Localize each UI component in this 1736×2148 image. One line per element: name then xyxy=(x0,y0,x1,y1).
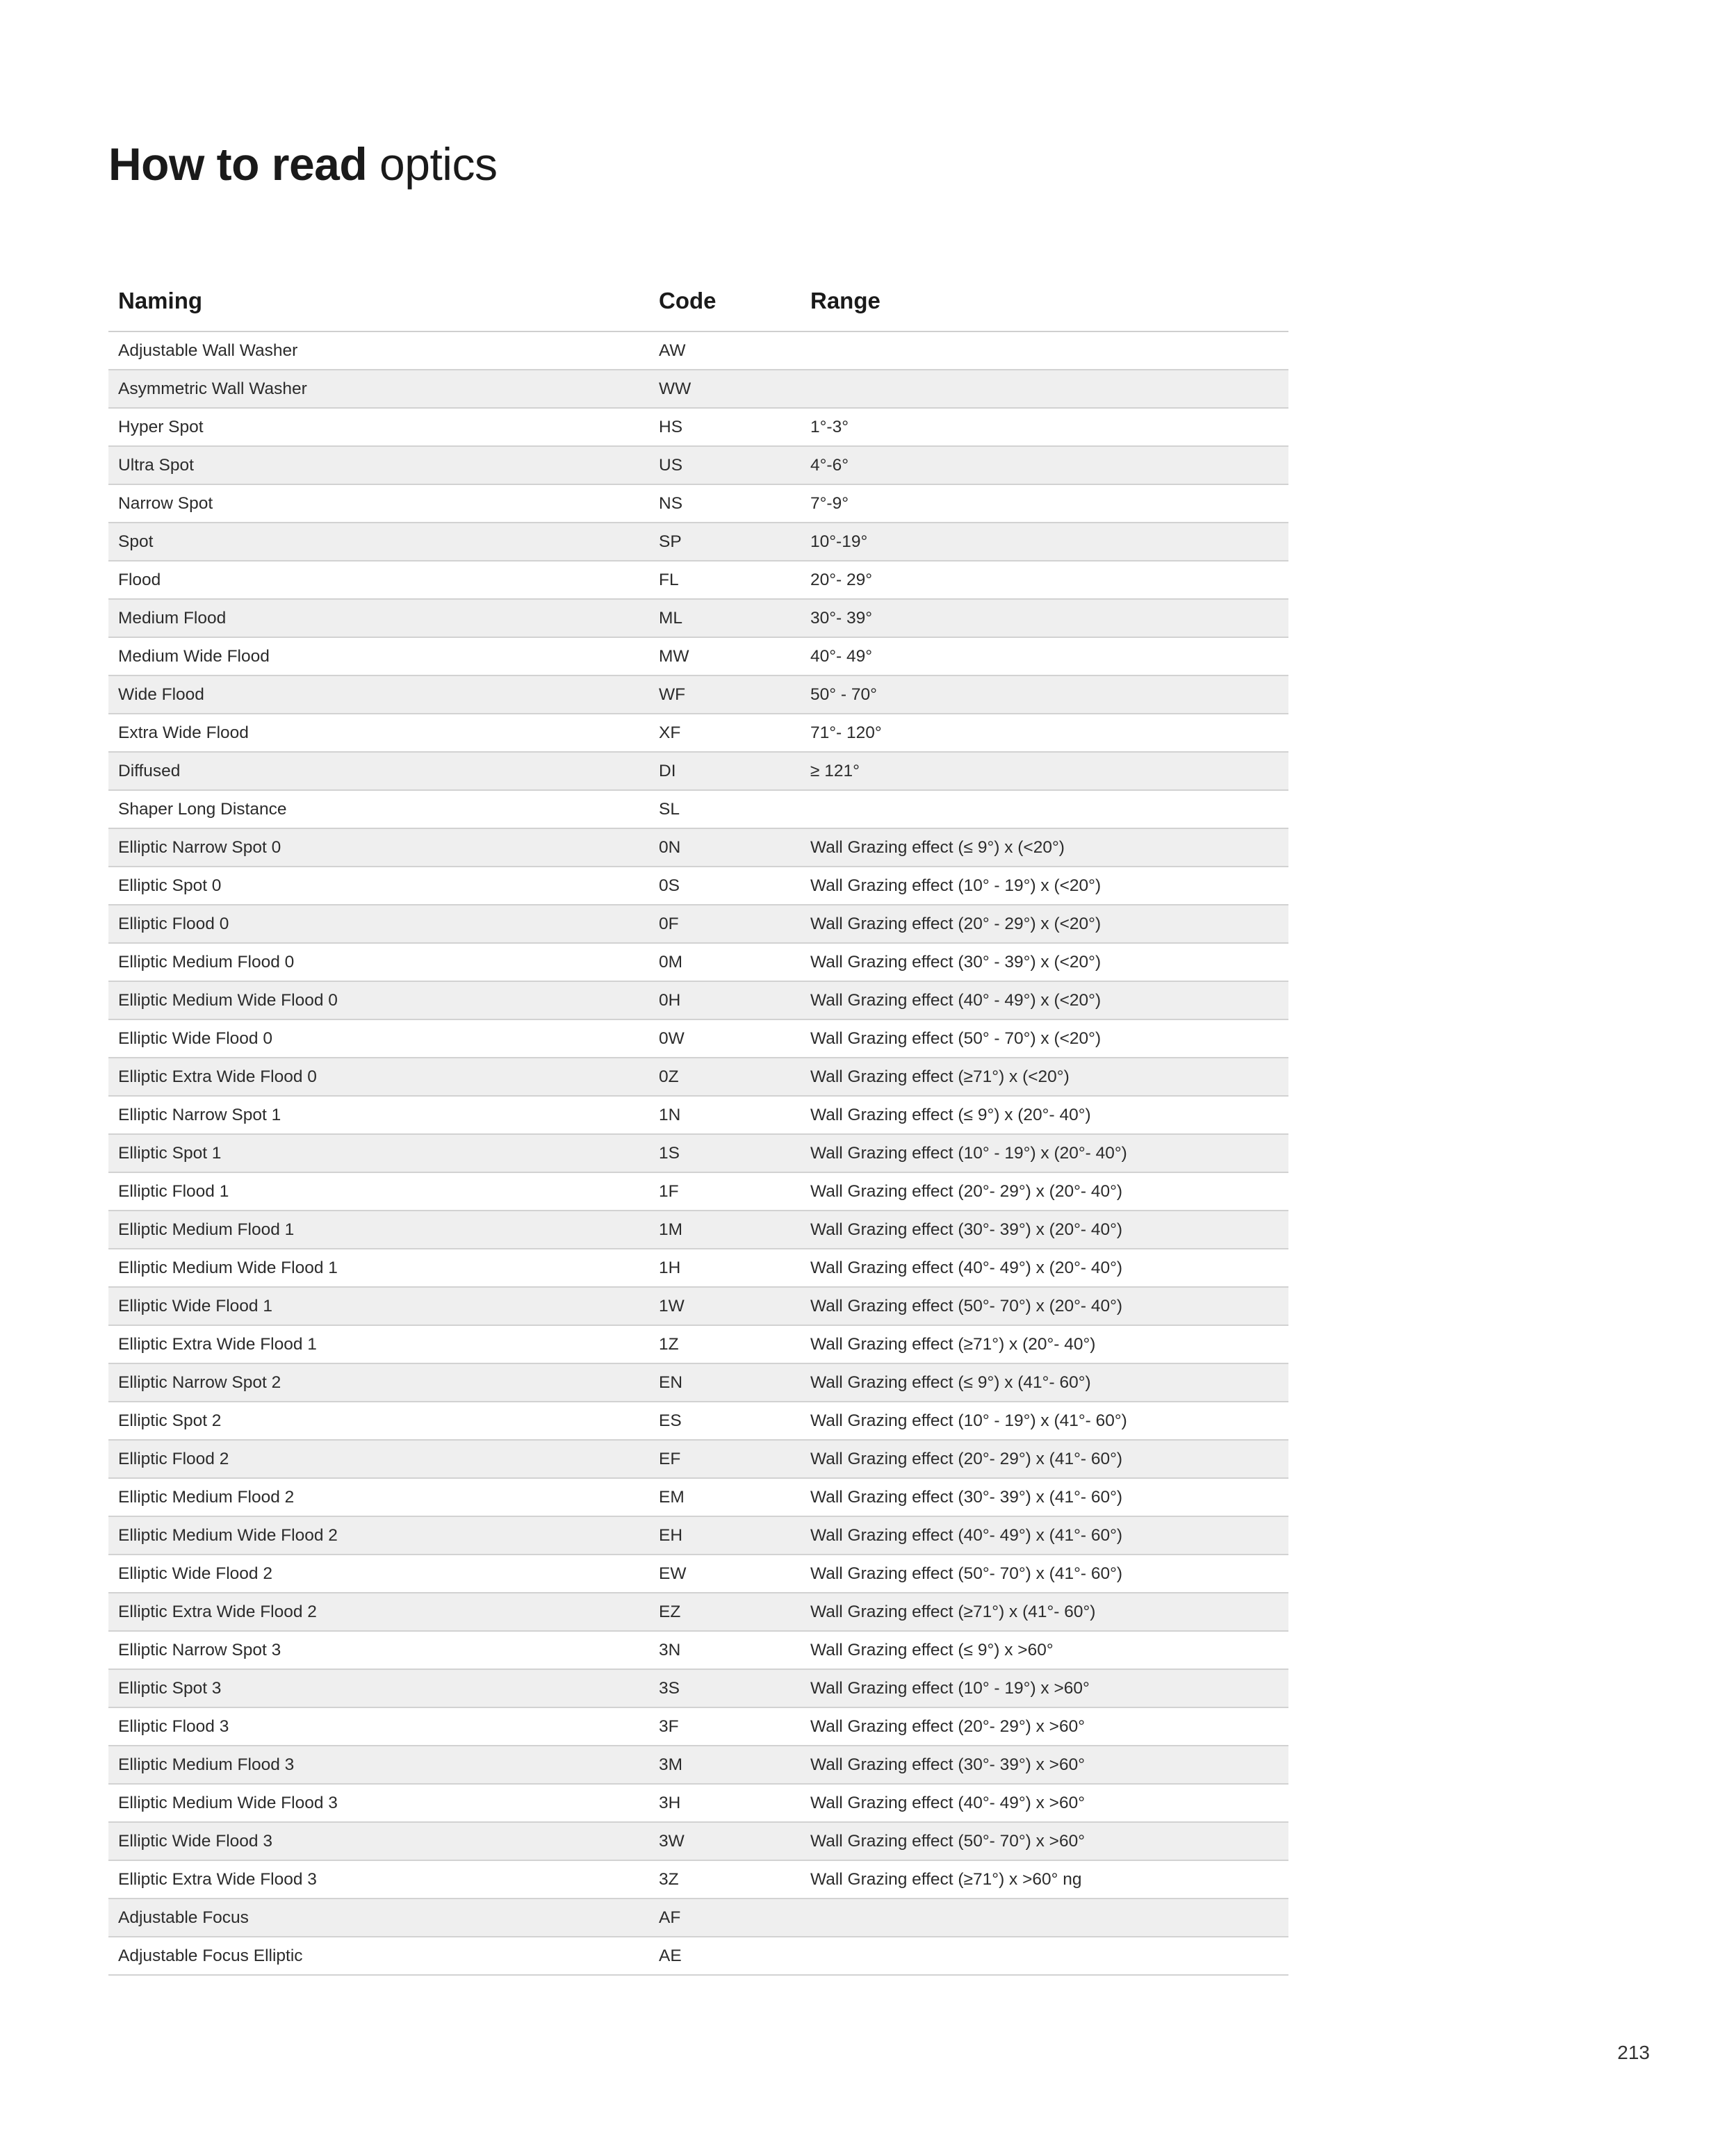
table-row xyxy=(108,599,1288,637)
table-row xyxy=(108,1478,1288,1516)
cell-naming: Elliptic Spot 3 xyxy=(108,1669,649,1707)
cell-range xyxy=(801,1937,1288,1975)
cell-range: Wall Grazing effect (40°- 49°) x >60° xyxy=(801,1784,1288,1822)
cell-code: HS xyxy=(649,408,801,446)
cell-naming: Extra Wide Flood xyxy=(108,714,649,752)
cell-range: Wall Grazing effect (10° - 19°) x >60° xyxy=(801,1669,1288,1707)
cell-range: Wall Grazing effect (≥71°) x >60° ng xyxy=(801,1860,1288,1899)
table-row xyxy=(108,1440,1288,1478)
cell-naming: Elliptic Narrow Spot 3 xyxy=(108,1631,649,1669)
cell-range: 4°-6° xyxy=(801,446,1288,484)
cell-code: 3M xyxy=(649,1746,801,1784)
cell-code: 3N xyxy=(649,1631,801,1669)
cell-naming: Narrow Spot xyxy=(108,484,649,523)
table-row xyxy=(108,1860,1288,1899)
table-row xyxy=(108,1746,1288,1784)
cell-range xyxy=(801,790,1288,828)
table-body xyxy=(108,331,1288,1975)
cell-code: 1S xyxy=(649,1134,801,1172)
cell-range: Wall Grazing effect (≥71°) x (41°- 60°) xyxy=(801,1593,1288,1631)
cell-range: Wall Grazing effect (30°- 39°) x (20°- 40°) xyxy=(801,1211,1288,1249)
table-row xyxy=(108,1593,1288,1631)
table-row xyxy=(108,408,1288,446)
cell-naming: Elliptic Medium Wide Flood 2 xyxy=(108,1516,649,1555)
table-row xyxy=(108,1172,1288,1211)
cell-naming: Elliptic Flood 0 xyxy=(108,905,649,943)
cell-naming: Shaper Long Distance xyxy=(108,790,649,828)
cell-naming: Diffused xyxy=(108,752,649,790)
cell-range xyxy=(801,1899,1288,1937)
cell-range: Wall Grazing effect (50°- 70°) x (20°- 40°) xyxy=(801,1287,1288,1325)
cell-naming: Elliptic Narrow Spot 1 xyxy=(108,1096,649,1134)
cell-code: 1N xyxy=(649,1096,801,1134)
cell-range: 50° - 70° xyxy=(801,675,1288,714)
cell-naming: Elliptic Medium Flood 0 xyxy=(108,943,649,981)
header-naming: Naming xyxy=(108,271,649,331)
cell-range xyxy=(801,370,1288,408)
cell-code: WF xyxy=(649,675,801,714)
cell-range: 7°-9° xyxy=(801,484,1288,523)
cell-range: Wall Grazing effect (≤ 9°) x (<20°) xyxy=(801,828,1288,867)
cell-naming: Spot xyxy=(108,523,649,561)
cell-range: Wall Grazing effect (20°- 29°) x (20°- 40°) xyxy=(801,1172,1288,1211)
cell-range: Wall Grazing effect (50° - 70°) x (<20°) xyxy=(801,1019,1288,1058)
optics-table xyxy=(108,271,1288,1976)
cell-naming: Ultra Spot xyxy=(108,446,649,484)
cell-code: US xyxy=(649,446,801,484)
cell-naming: Elliptic Flood 2 xyxy=(108,1440,649,1478)
table-row xyxy=(108,1287,1288,1325)
cell-code: 0W xyxy=(649,1019,801,1058)
table-row xyxy=(108,1058,1288,1096)
cell-range: Wall Grazing effect (30°- 39°) x (41°- 60°) xyxy=(801,1478,1288,1516)
cell-code: 0M xyxy=(649,943,801,981)
table-row xyxy=(108,446,1288,484)
table-row xyxy=(108,523,1288,561)
table-row xyxy=(108,675,1288,714)
table-row xyxy=(108,1822,1288,1860)
cell-naming: Elliptic Extra Wide Flood 2 xyxy=(108,1593,649,1631)
cell-code: 1F xyxy=(649,1172,801,1211)
cell-code: EW xyxy=(649,1555,801,1593)
cell-range: Wall Grazing effect (20°- 29°) x >60° xyxy=(801,1707,1288,1746)
cell-naming: Elliptic Extra Wide Flood 3 xyxy=(108,1860,649,1899)
cell-code: 0Z xyxy=(649,1058,801,1096)
table-row xyxy=(108,1211,1288,1249)
table-row xyxy=(108,1631,1288,1669)
cell-range: Wall Grazing effect (10° - 19°) x (41°- 60°) xyxy=(801,1402,1288,1440)
cell-code: EF xyxy=(649,1440,801,1478)
table-row xyxy=(108,637,1288,675)
cell-code: 3W xyxy=(649,1822,801,1860)
cell-code: 3H xyxy=(649,1784,801,1822)
table-row xyxy=(108,1134,1288,1172)
cell-naming: Elliptic Flood 1 xyxy=(108,1172,649,1211)
cell-code: 0F xyxy=(649,905,801,943)
cell-code: AE xyxy=(649,1937,801,1975)
cell-range: Wall Grazing effect (40°- 49°) x (41°- 60°) xyxy=(801,1516,1288,1555)
cell-code: 3F xyxy=(649,1707,801,1746)
cell-naming: Elliptic Wide Flood 1 xyxy=(108,1287,649,1325)
cell-range xyxy=(801,331,1288,370)
cell-range: Wall Grazing effect (40°- 49°) x (20°- 40°) xyxy=(801,1249,1288,1287)
cell-code: XF xyxy=(649,714,801,752)
table-row xyxy=(108,790,1288,828)
cell-code: NS xyxy=(649,484,801,523)
cell-range: 10°-19° xyxy=(801,523,1288,561)
cell-range: Wall Grazing effect (50°- 70°) x (41°- 60°) xyxy=(801,1555,1288,1593)
table-row xyxy=(108,1249,1288,1287)
cell-range: Wall Grazing effect (10° - 19°) x (20°- 40°) xyxy=(801,1134,1288,1172)
table-row xyxy=(108,1516,1288,1555)
cell-range: Wall Grazing effect (≤ 9°) x (20°- 40°) xyxy=(801,1096,1288,1134)
cell-code: SL xyxy=(649,790,801,828)
cell-naming: Elliptic Spot 1 xyxy=(108,1134,649,1172)
table-row xyxy=(108,1096,1288,1134)
table-header-row xyxy=(108,271,1288,331)
table-row xyxy=(108,331,1288,370)
cell-naming: Elliptic Medium Wide Flood 1 xyxy=(108,1249,649,1287)
cell-naming: Elliptic Wide Flood 2 xyxy=(108,1555,649,1593)
page-title-regular: optics xyxy=(379,138,498,190)
cell-code: AF xyxy=(649,1899,801,1937)
cell-naming: Medium Wide Flood xyxy=(108,637,649,675)
cell-range: Wall Grazing effect (≥71°) x (<20°) xyxy=(801,1058,1288,1096)
cell-code: 1M xyxy=(649,1211,801,1249)
table-row xyxy=(108,828,1288,867)
cell-range: 40°- 49° xyxy=(801,637,1288,675)
cell-code: ML xyxy=(649,599,801,637)
cell-range: Wall Grazing effect (≤ 9°) x (41°- 60°) xyxy=(801,1363,1288,1402)
table-row xyxy=(108,1019,1288,1058)
cell-naming: Hyper Spot xyxy=(108,408,649,446)
table-row xyxy=(108,1707,1288,1746)
cell-naming: Elliptic Spot 0 xyxy=(108,867,649,905)
cell-code: 0N xyxy=(649,828,801,867)
cell-range: Wall Grazing effect (≤ 9°) x >60° xyxy=(801,1631,1288,1669)
header-code: Code xyxy=(649,271,801,331)
table-row xyxy=(108,1669,1288,1707)
cell-code: MW xyxy=(649,637,801,675)
header-range: Range xyxy=(801,271,1288,331)
cell-range: 71°- 120° xyxy=(801,714,1288,752)
table-row xyxy=(108,1325,1288,1363)
cell-code: FL xyxy=(649,561,801,599)
cell-range: Wall Grazing effect (10° - 19°) x (<20°) xyxy=(801,867,1288,905)
cell-code: DI xyxy=(649,752,801,790)
table-row xyxy=(108,905,1288,943)
cell-naming: Elliptic Spot 2 xyxy=(108,1402,649,1440)
cell-range: Wall Grazing effect (50°- 70°) x >60° xyxy=(801,1822,1288,1860)
cell-range: 30°- 39° xyxy=(801,599,1288,637)
cell-naming: Elliptic Flood 3 xyxy=(108,1707,649,1746)
cell-range: Wall Grazing effect (30°- 39°) x >60° xyxy=(801,1746,1288,1784)
cell-code: EN xyxy=(649,1363,801,1402)
table-row xyxy=(108,1363,1288,1402)
cell-range: 1°-3° xyxy=(801,408,1288,446)
cell-code: AW xyxy=(649,331,801,370)
cell-range: 20°- 29° xyxy=(801,561,1288,599)
cell-range: Wall Grazing effect (30° - 39°) x (<20°) xyxy=(801,943,1288,981)
cell-code: EH xyxy=(649,1516,801,1555)
cell-naming: Elliptic Wide Flood 0 xyxy=(108,1019,649,1058)
cell-range: Wall Grazing effect (40° - 49°) x (<20°) xyxy=(801,981,1288,1019)
table-row xyxy=(108,752,1288,790)
cell-naming: Medium Flood xyxy=(108,599,649,637)
table-row xyxy=(108,981,1288,1019)
cell-code: 1W xyxy=(649,1287,801,1325)
table-row xyxy=(108,370,1288,408)
cell-code: EZ xyxy=(649,1593,801,1631)
cell-naming: Elliptic Wide Flood 3 xyxy=(108,1822,649,1860)
cell-range: Wall Grazing effect (20° - 29°) x (<20°) xyxy=(801,905,1288,943)
cell-code: EM xyxy=(649,1478,801,1516)
page-title xyxy=(108,136,497,192)
cell-naming: Elliptic Medium Flood 1 xyxy=(108,1211,649,1249)
cell-naming: Adjustable Wall Washer xyxy=(108,331,649,370)
cell-naming: Asymmetric Wall Washer xyxy=(108,370,649,408)
cell-code: SP xyxy=(649,523,801,561)
cell-naming: Elliptic Medium Wide Flood 0 xyxy=(108,981,649,1019)
table-row xyxy=(108,1402,1288,1440)
cell-naming: Adjustable Focus xyxy=(108,1899,649,1937)
cell-naming: Wide Flood xyxy=(108,675,649,714)
table-row xyxy=(108,561,1288,599)
cell-naming: Elliptic Narrow Spot 2 xyxy=(108,1363,649,1402)
table-row xyxy=(108,484,1288,523)
cell-naming: Elliptic Extra Wide Flood 1 xyxy=(108,1325,649,1363)
cell-naming: Elliptic Medium Flood 3 xyxy=(108,1746,649,1784)
cell-range: ≥ 121° xyxy=(801,752,1288,790)
cell-range: Wall Grazing effect (20°- 29°) x (41°- 60°) xyxy=(801,1440,1288,1478)
cell-code: WW xyxy=(649,370,801,408)
cell-code: ES xyxy=(649,1402,801,1440)
cell-naming: Flood xyxy=(108,561,649,599)
page-title-bold: How to read xyxy=(108,138,368,190)
cell-naming: Elliptic Medium Flood 2 xyxy=(108,1478,649,1516)
page-number: 213 xyxy=(1617,2042,1650,2063)
table-row xyxy=(108,1555,1288,1593)
table-row xyxy=(108,1937,1288,1975)
cell-code: 1Z xyxy=(649,1325,801,1363)
cell-code: 1H xyxy=(649,1249,801,1287)
cell-naming: Elliptic Narrow Spot 0 xyxy=(108,828,649,867)
table-row xyxy=(108,714,1288,752)
cell-naming: Elliptic Medium Wide Flood 3 xyxy=(108,1784,649,1822)
cell-naming: Elliptic Extra Wide Flood 0 xyxy=(108,1058,649,1096)
table-row xyxy=(108,1784,1288,1822)
cell-code: 0H xyxy=(649,981,801,1019)
cell-range: Wall Grazing effect (≥71°) x (20°- 40°) xyxy=(801,1325,1288,1363)
table-row xyxy=(108,943,1288,981)
cell-code: 3Z xyxy=(649,1860,801,1899)
table-row xyxy=(108,867,1288,905)
cell-code: 0S xyxy=(649,867,801,905)
cell-code: 3S xyxy=(649,1669,801,1707)
table-row xyxy=(108,1899,1288,1937)
cell-naming: Adjustable Focus Elliptic xyxy=(108,1937,649,1975)
